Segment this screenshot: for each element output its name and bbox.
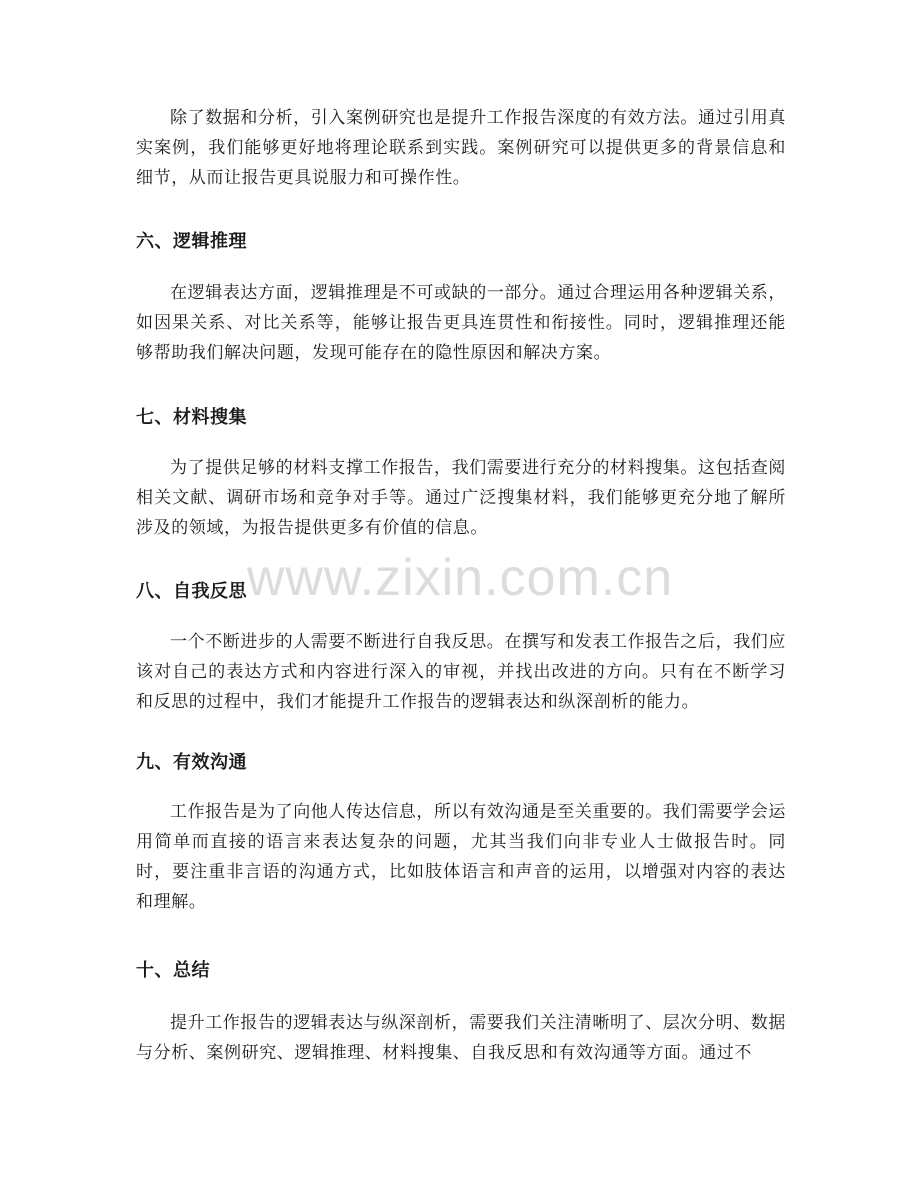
watermark: www.zixin.com.cn <box>246 549 674 607</box>
heading-self-reflection: 八、自我反思 <box>136 581 247 602</box>
heading-summary: 十、总结 <box>136 960 210 981</box>
heading-logical-reasoning: 六、逻辑推理 <box>136 231 247 252</box>
paragraph-material-collection: 为了提供足够的材料支撑工作报告，我们需要进行充分的材料搜集。这包括查阅相关文献、调研市场和竞争对手等。通过广泛搜集材料，我们能够更充分地了解所涉及的领域，为报告提供更多有价值的信息。 <box>136 458 786 538</box>
heading-effective-communication: 九、有效沟通 <box>136 752 247 773</box>
paragraph-case-study: 除了数据和分析，引入案例研究也是提升工作报告深度的有效方法。通过引用真实案例，我们能够更好地将理论联系到实践。案例研究可以提供更多的背景信息和细节，从而让报告更具说服力和可操作性。 <box>136 108 786 188</box>
paragraph-self-reflection: 一个不断进步的人需要不断进行自我反思。在撰写和发表工作报告之后，我们应该对自己的表达方式和内容进行深入的审视，并找出改进的方向。只有在不断学习和反思的过程中，我们才能提升工作报告的逻辑表达和纵深剖析的能力。 <box>136 632 786 712</box>
paragraph-effective-communication: 工作报告是为了向他人传达信息，所以有效沟通是至关重要的。我们需要学会运用简单而直接的语言来表达复杂的问题，尤其当我们向非专业人士做报告时。同时，要注重非言语的沟通方式，比如肢体语言和声音的运用，以增强对内容的表达和理解。 <box>136 802 786 912</box>
paragraph-logical-reasoning: 在逻辑表达方面，逻辑推理是不可或缺的一部分。通过合理运用各种逻辑关系，如因果关系、对比关系等，能够让报告更具连贯性和衔接性。同时，逻辑推理还能够帮助我们解决问题，发现可能存在的隐性原因和解决方案。 <box>136 283 786 363</box>
paragraph-summary: 提升工作报告的逻辑表达与纵深剖析，需要我们关注清晰明了、层次分明、数据与分析、案例研究、逻辑推理、材料搜集、自我反思和有效沟通等方面。通过不 <box>136 1013 786 1063</box>
heading-material-collection: 七、材料搜集 <box>136 407 247 428</box>
